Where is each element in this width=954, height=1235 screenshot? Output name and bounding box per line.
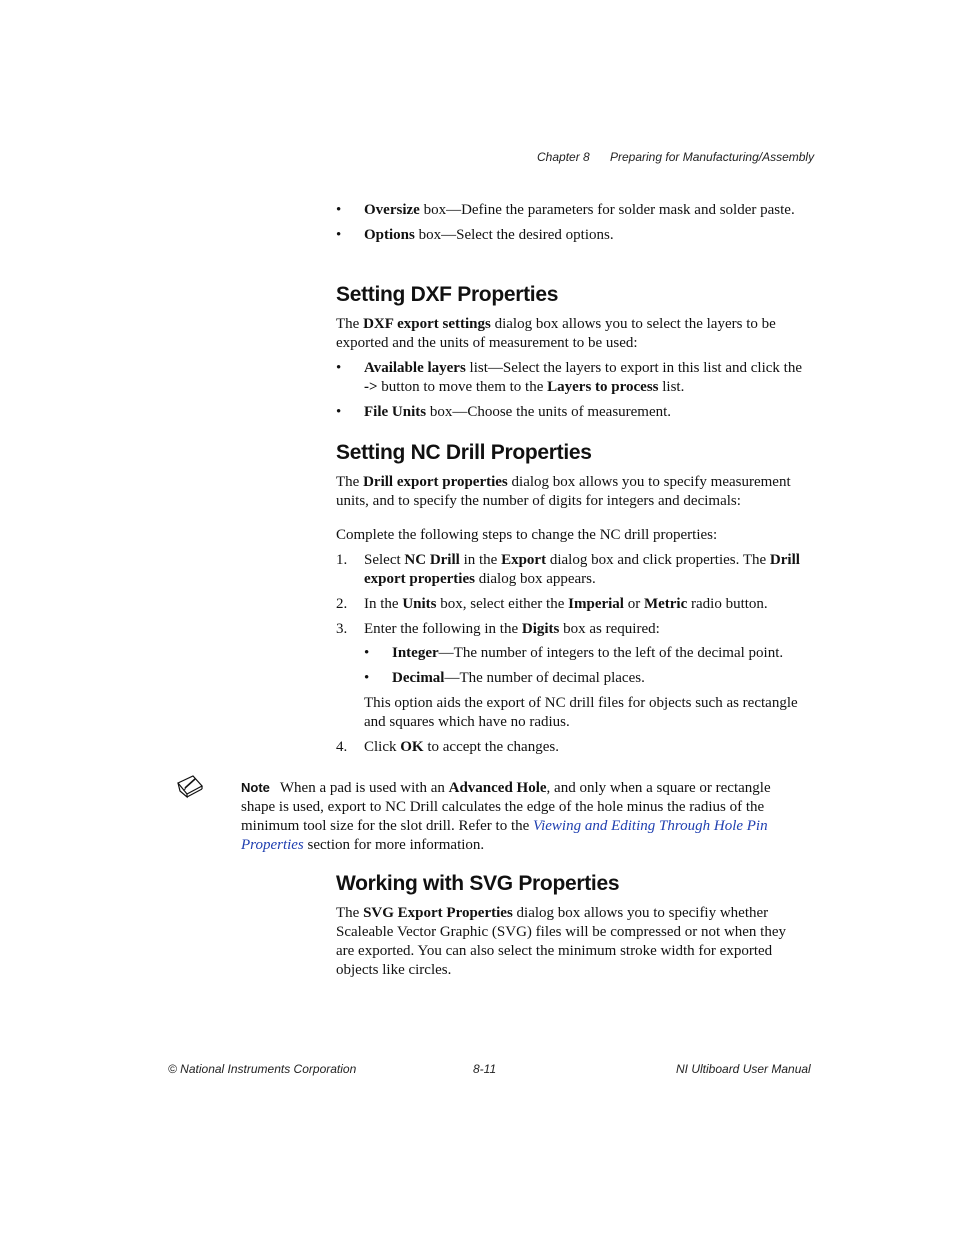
nc-heading: Setting NC Drill Properties [336,441,592,464]
step-3: 3. Enter the following in the Digits box as required: [336,621,660,637]
note-label: Note [241,780,270,795]
bullet-available-layers: • Available layers list—Select the layers to export in this list and click the -> button to move them to the Layers to process list. [336,360,802,395]
running-header-chapter: Chapter 8 [537,150,590,164]
note-cross-reference-link[interactable]: Viewing and Editing Through Hole Pin Properties [241,818,768,853]
dxf-heading: Setting DXF Properties [336,283,559,306]
section-svg [336,871,806,980]
section-dxf [336,282,806,422]
note-pencil-icon [176,773,204,799]
running-header-title: Preparing for Manufacturing/Assembly [610,150,815,164]
step-4: 4. Click OK to accept the changes. [336,739,559,755]
step-2: 2. In the Units box, select either the Imperial or Metric radio button. [336,596,768,612]
svg-intro: The SVG Export Properties dialog box allows you to specifiy whether Scaleable Vector Graphic (SVG) files will be compressed or not when they are exported. You can also select the minimum stroke width for exported objects like circles. [336,905,787,978]
step-1: 1. Select NC Drill in the Export dialog box and click properties. The Drill export properties dialog box appears. [336,552,800,587]
section-nc-drill [336,440,806,757]
nc-intro: The Drill export properties dialog box allows you to specify measurement units, and to specify the number of digits for integers and decimals: [336,474,791,509]
dxf-intro: The DXF export settings dialog box allows you to select the layers to be exported and the units of measurement to be used: [336,316,776,351]
footer-manual-title: NI Ultiboard User Manual [676,1062,811,1076]
footer-page-number: 8-11 [473,1062,497,1076]
bullet-file-units: • File Units box—Choose the units of measurement. [336,404,672,420]
note-block: Note When a pad is used with an Advanced Hole, and only when a square or rectangle shape is used, export to NC Drill calculates the edge of the hole minus the radius of the minimum tool size for the slot drill. Refer to the Viewing and Editing Through Hole Pin Properties section for more information. [241,780,771,853]
step-3-sublist [336,644,806,732]
bullet-oversize: • Oversize box—Define the parameters for solder mask and solder paste. [336,202,795,218]
footer-copyright: © National Instruments Corporation [168,1062,357,1076]
sub-bullet-decimal: • Decimal—The number of decimal places. [364,670,645,686]
nc-steps-intro: Complete the following steps to change the NC drill properties: [336,527,718,543]
top-bullet-list [336,201,806,245]
sub-bullet-integer: • Integer—The number of integers to the left of the decimal point. [364,645,784,661]
step-3-remark: This option aids the export of NC drill files for objects such as rectangle and squares which have no radius. [364,695,798,730]
svg-heading: Working with SVG Properties [336,872,620,895]
bullet-options: • Options box—Select the desired options. [336,227,614,243]
